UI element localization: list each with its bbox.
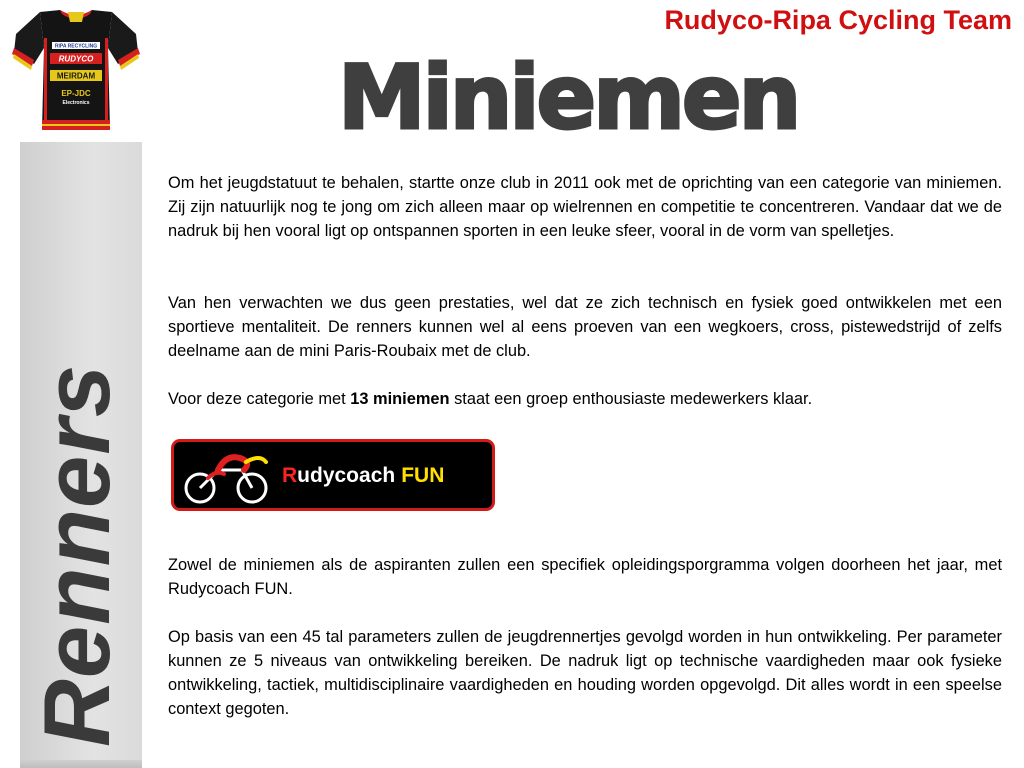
team-jersey-image (10, 8, 142, 134)
sidebar-bottom-edge (20, 760, 142, 768)
paragraph-2 (168, 291, 1002, 363)
paragraph-2-text: Van hen verwachten we dus geen prestaties, wel dat ze zich technisch en fysiek goed ontwikkelen met een sportieve mentaliteit. De renners kunnen wel al eens proeven van een wegkoers, cross, pistewedstrijd of zelfs deelname aan de mini Paris-Roubaix met de club. (168, 294, 1002, 360)
jersey-text-ripa: RIPA RECYCLING (54, 43, 98, 50)
sidebar-label: Renners (24, 363, 129, 747)
sidebar (20, 142, 142, 768)
paragraph-3-lead: Voor deze categorie met (168, 390, 351, 408)
jersey-text-electronics: Electronics (62, 100, 90, 106)
jersey-text-epjdc: EP-JDC (61, 89, 91, 98)
paragraph-1-text: Om het jeugdstatuut te behalen, startte onze club in 2011 ook met de oprichting van een categorie van miniemen. Zij zijn natuurlijk nog te jong om zich alleen maar op wielrennen en competitie te concentreren. Vandaar dat we de nadruk bij hen vooral ligt op ontspannen sporten in een leuke sfeer, vooral in de vorm van spelletjes. (168, 174, 1002, 240)
paragraph-3 (168, 387, 1002, 411)
logo-word-fun: FUN (401, 464, 445, 487)
logo-word-udycoach: udycoach (297, 464, 396, 487)
paragraph-3-tail: staat een groep enthousiaste medewerkers klaar. (449, 390, 813, 408)
team-title: Rudyco-Ripa Cycling Team (664, 5, 1012, 35)
rudycoach-fun-label (282, 464, 444, 488)
paragraph-3-text (168, 387, 1002, 411)
jersey-text-rudyco: RUDYCO (58, 54, 94, 64)
bicycle-icon (180, 448, 276, 508)
paragraph-1 (168, 171, 1002, 243)
jersey-text-meirdam: MEIRDAM (56, 71, 96, 81)
paragraph-5 (168, 625, 1002, 721)
paragraph-4-text: Zowel de miniemen als de aspiranten zullen een specifiek opleidingsporgramma volgen doorheen het jaar, met Rudycoach FUN. (168, 556, 1002, 598)
paragraph-4 (168, 553, 1002, 601)
paragraph-5-text: Op basis van een 45 tal parameters zullen de jeugdrennertjes gevolgd worden in hun ontwikkeling. Per parameter kunnen ze 5 niveaus van ontwikkeling bereiken. De nadruk ligt op technische vaardigheden maar ook fysieke ontwikkeling, tactiek, multidisciplinaire vaardigheden en houding worden opgevolgd. Dit alles wordt in een speelse context gegoten. (168, 628, 1002, 718)
logo-letter-r: R (282, 464, 298, 487)
paragraph-3-count: 13 miniemen (350, 390, 450, 408)
page-title: Miniemen (338, 46, 799, 149)
rudycoach-fun-logo (171, 439, 495, 511)
